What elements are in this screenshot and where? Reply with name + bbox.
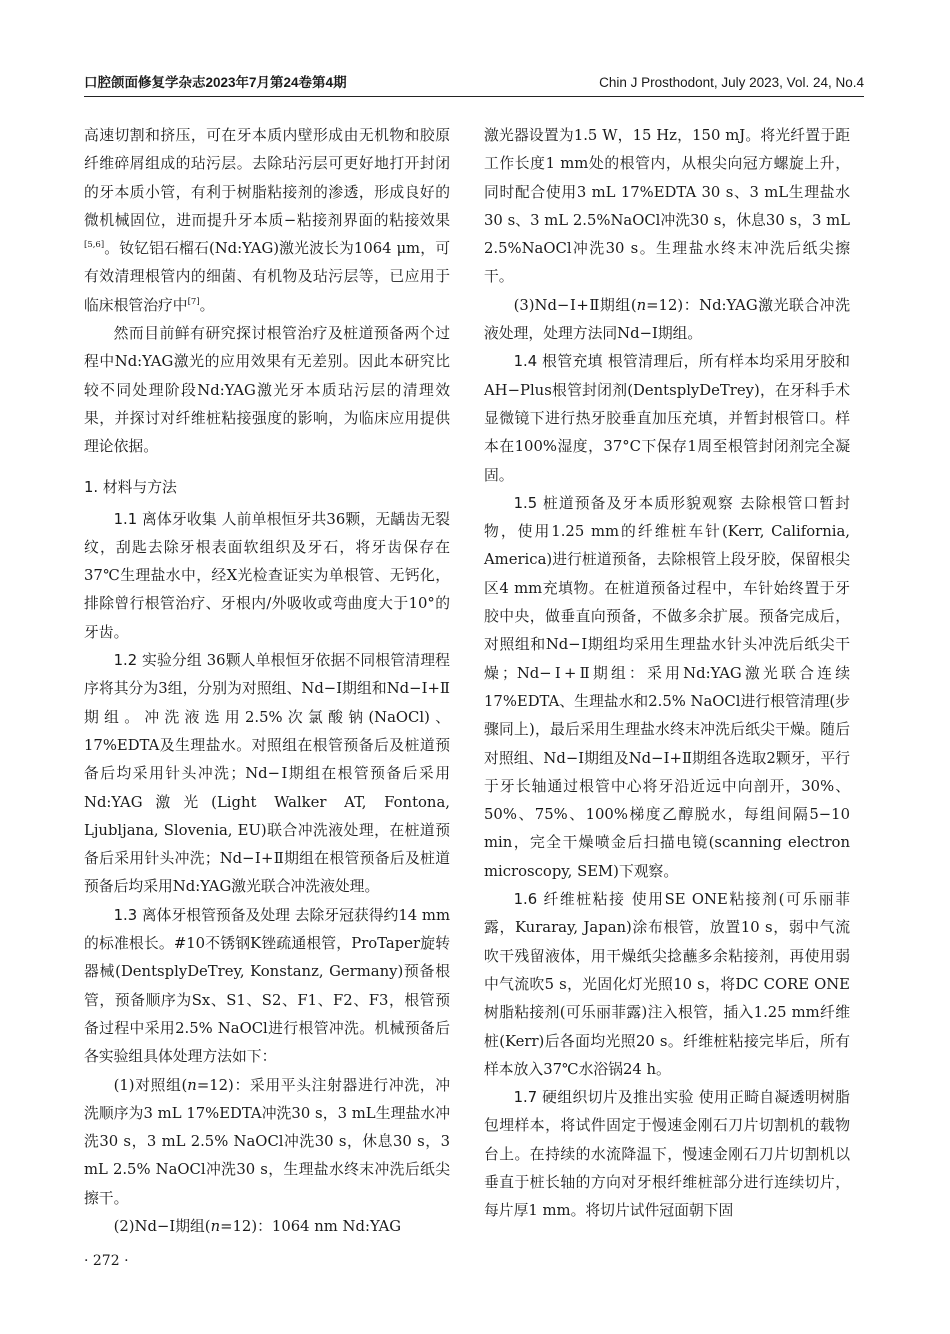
subsection-title: 1.2 实验分组 [113,652,202,670]
subsection-1-2: 1.2 实验分组 36颗人单根恒牙依据不同根管清理程序将其分为3组，分别为对照组、Nd−Ⅰ期组和Nd−Ⅰ+Ⅱ期组。冲洗液选用2.5%次氯酸钠(NaOCl)、17%EDTA及生理盐水。对照组在根管预备后及桩道预备后均采用针头冲洗；Nd−Ⅰ期组在根管预备后采用Nd:YAG激光(Light Walker AT, Fontona, Ljubljana, Slovenia, EU)联合冲洗液处理，在桩道预备后采用针头冲洗；Nd−Ⅰ+Ⅱ期组在根管预备后及桩道预备后均采用Nd:YAG激光联合冲洗液处理。 [84,652,450,896]
subsection-1-6: 1.6 纤维桩粘接 使用SE ONE粘接剂(可乐丽菲露，Kuraray, Japan)涂布根管，放置10 s，弱中气流吹干残留液体，用干燥纸尖捻蘸多余粘接剂，再使用弱中气流吹5 s，光固化灯光照10 s，将DC CORE ONE树脂粘接剂(可乐丽菲露)注入根管，插入1.25 mm纤维桩(Kerr)后各面均光照20 s。纤维桩粘接完毕后，所有样本放入37℃水浴锅24 h。 [484,891,850,1078]
subsection-1-3: 1.3 离体牙根管预备及处理 去除牙冠获得约14 mm的标准根长。#10不锈钢K锉疏通根管，ProTaper旋转器械(DentsplyDeTrey, Konstanz, Germany)预备根管，预备顺序为Sx、S1、S2、F1、F2、F3，根管预备过程中采用2.5% NaOCl进行根管冲洗。机械预备后各实验组具体处理方法如下： [84,906,450,1066]
intro-paragraph-2: 然而目前鲜有研究探讨根管治疗及桩道预备两个过程中Nd:YAG激光的应用效果有无差别。因此本研究比较不同处理阶段Nd:YAG激光牙本质玷污层的清理效果，并探讨对纤维桩粘接强度的影响，为临床应用提供理论依据。 [84,325,450,456]
left-column [84,122,450,1241]
subsection-1-7: 1.7 硬组织切片及推出实验 使用正畸自凝透明树脂包埋样本，将试件固定于慢速金刚石刀片切割机的载物台上。在持续的水流降温下，慢速金刚石刀片切割机以垂直于桩长轴的方向对牙根纤维桩部分进行连续切片，每片厚1 mm。将切片试件冠面朝下固 [484,1089,850,1220]
page-number: · 272 · [84,1253,129,1269]
subsection-1-4: 1.4 根管充填 根管清理后，所有样本均采用牙胶和AH−Plus根管封闭剂(DentsplyDeTrey)，在牙科手术显微镜下进行热牙胶垂直加压充填，并暂封根管口。样本在100%湿度，37°C下保存1周至根管封闭剂完全凝固。 [484,353,850,484]
subsection-title: 1.6 纤维桩粘接 [513,891,626,909]
citation[interactable]: [5,6] [84,240,105,251]
journal-title-en: Chin J Prosthodont, July 2023, Vol. 24, No.4 [599,75,864,90]
list-item-nd-i-ii-group: (3)Nd−Ⅰ+Ⅱ期组(n=12)：Nd:YAG激光联合冲洗液处理，处理方法同Nd−Ⅰ期组。 [484,296,850,343]
list-item-nd-i-group: (2)Nd−Ⅰ期组(n=12)：1064 nm Nd:YAG [113,1217,402,1235]
running-header [84,72,864,96]
journal-title-cn: 口腔颌面修复学杂志2023年7月第24卷第4期 [84,75,347,90]
subsection-title: 1.1 离体牙收集 [113,510,217,528]
subsection-title: 1.4 根管充填 [513,353,603,371]
citation[interactable]: [7] [187,296,200,307]
section-heading-methods: 1. 材料与方法 [84,478,177,496]
list-item-control-group: (1)对照组(n=12)：采用平头注射器进行冲洗，冲洗顺序为3 mL 17%EDTA冲洗30 s，3 mL生理盐水冲洗30 s，3 mL 2.5% NaOCl冲洗30 s，休息30 s，3 mL 2.5% NaOCl冲洗30 s，生理盐水终末冲洗后纸尖擦干。 [84,1076,450,1207]
header-rule [84,96,864,97]
subsection-title: 1.7 硬组织切片及推出实验 [513,1089,694,1107]
right-column [484,122,850,1226]
subsection-title: 1.3 离体牙根管预备及处理 [113,906,290,924]
subsection-1-5: 1.5 桩道预备及牙本质形貌观察 去除根管口暂封物，使用1.25 mm的纤维桩车针(Kerr, California, America)进行桩道预备，去除根管上段牙胶，保留根尖区4 mm充填物。在桩道预备过程中，车针始终置于牙胶中央，做垂直向预备，不做多余扩展。预备完成后，对照组和Nd−Ⅰ期组均采用生理盐水针头冲洗后纸尖干燥；Nd−Ⅰ+Ⅱ期组：采用Nd:YAG激光联合连续17%EDTA、生理盐水和2.5% NaOCl进行根管清理(步骤同上)，最后采用生理盐水终末冲洗后纸尖干燥。随后对照组、Nd−Ⅰ期组及Nd−Ⅰ+Ⅱ期组各选取2颗牙，平行于牙长轴通过根管中心将牙沿近远中向剖开，30%、50%、75%、100%梯度乙醇脱水，每组间隔5−10 min，完全干燥喷金后扫描电镜(scanning electron microscopy, SEM)下观察。 [484,494,850,880]
subsection-title: 1.5 桩道预备及牙本质形貌观察 [513,494,734,512]
subsection-1-1: 1.1 离体牙收集 人前单根恒牙共36颗，无龋齿无裂纹，刮匙去除牙根表面软组织及牙石，将牙齿保存在37℃生理盐水中，经X光检查证实为单根管、无钙化，排除曾行根管治疗、牙根内/外吸收或弯曲度大于10°的牙齿。 [84,510,450,641]
intro-paragraph-1: 高速切割和挤压，可在牙本质内壁形成由无机物和胶原纤维碎屑组成的玷污层。去除玷污层可更好地打开封闭的牙本质小管，有利于树脂粘接剂的渗透，形成良好的微机械固位，进而提升牙本质−粘接剂界面的粘接效果[5,6]。钕钇铝石榴石(Nd:YAG)激光波长为1064 μm，可有效清理根管内的细菌、有机物及玷污层等，已应用于临床根管治疗中[7]。 [84,127,450,314]
continued-paragraph: 激光器设置为1.5 W，15 Hz，150 mJ。将光纤置于距工作长度1 mm处的根管内，从根尖向冠方螺旋上升，同时配合使用3 mL 17%EDTA 30 s、3 mL生理盐水30 s、3 mL 2.5%NaOCl冲洗30 s，休息30 s，3 mL 2.5%NaOCl冲洗30 s。生理盐水终末冲洗后纸尖擦干。 [484,127,850,286]
